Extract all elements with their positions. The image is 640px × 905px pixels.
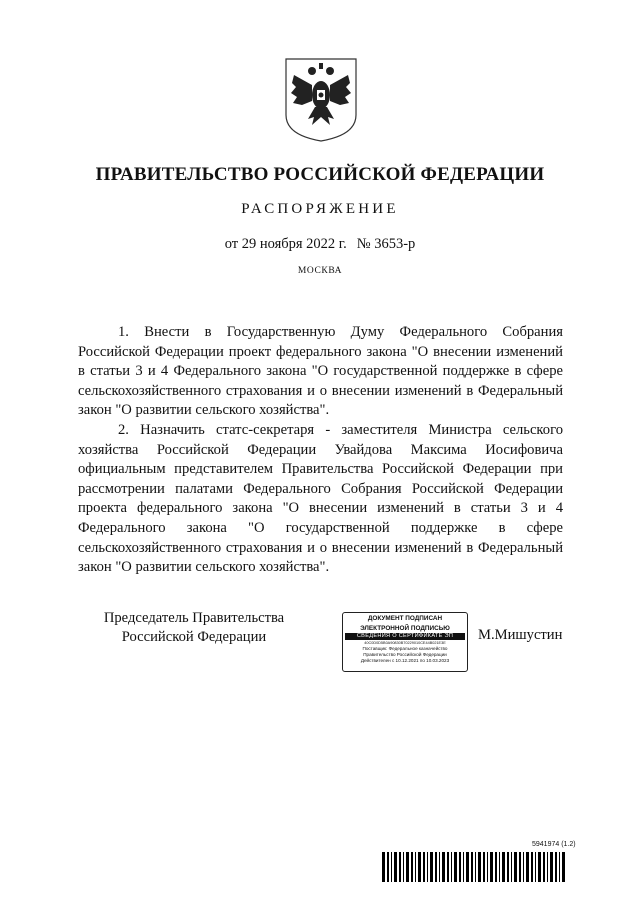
paragraph-1: 1. Внести в Государственную Думу Федерального Собрания Российской Федерации проект федерального закона "О внесении изменений в статьи 3 и 4 Федерального закона "О государственной поддержке в сфере сельскохозяйственного страхования и о внесении изменений в Федеральный закон "О развитии сельского хозяйства". bbox=[78, 324, 563, 419]
stamp-line-2: ЭЛЕКТРОННОЙ ПОДПИСЬЮ bbox=[360, 624, 450, 632]
document-type: РАСПОРЯЖЕНИЕ bbox=[241, 201, 399, 217]
stamp-line-1: ДОКУМЕНТ ПОДПИСАН bbox=[367, 615, 443, 622]
signatory-position bbox=[79, 609, 309, 646]
document-date: от 29 ноября 2022 г. bbox=[224, 236, 347, 252]
stamp-serial: 40C0D0D5B0A90830B70229010CE44B021E3E bbox=[364, 641, 446, 645]
document-city: МОСКВА bbox=[297, 266, 343, 276]
government-title: ПРАВИТЕЛЬСТВО РОССИЙСКОЙ ФЕДЕРАЦИИ bbox=[95, 164, 545, 185]
stamp-validity: Действителен с 10.12.2021 по 10.03.2023 bbox=[360, 658, 450, 663]
electronic-signature-stamp bbox=[342, 612, 468, 672]
position-line-2: Российской Федерации bbox=[121, 628, 267, 645]
signer-name: М.Мишустин bbox=[478, 627, 563, 643]
coat-of-arms-emblem-icon bbox=[282, 55, 360, 143]
paragraph-2: 2. Назначить статс-секретаря - заместителя Министра сельского хозяйства Российской Федерации Увайдова Максима Иосифовича официальным представителем Правительства Российской Федерации при рассмотрении палатами Федерального Собрания Российской Федерации проекта федерального закона "О внесении изменений в статьи 3 и 4 Федерального закона "О государственной поддержке в сфере сельскохозяйственного страхования и о внесении изменений в Федеральный закон "О развитии сельского хозяйства". bbox=[78, 422, 563, 576]
document-code: 5941974 (1.2) bbox=[532, 841, 576, 848]
position-line-1: Председатель Правительства bbox=[103, 610, 285, 626]
document-date-number bbox=[0, 236, 640, 253]
stamp-issuer-1: Поставщик: Федеральное казначейство bbox=[362, 646, 448, 651]
stamp-certificate-header: СВЕДЕНИЯ О СЕРТИФИКАТЕ ЭП bbox=[345, 633, 465, 640]
document-number: № 3653-р bbox=[356, 236, 416, 252]
stamp-issuer-2: Правительство Российской Федерации bbox=[363, 652, 447, 657]
barcode-icon bbox=[382, 852, 566, 882]
